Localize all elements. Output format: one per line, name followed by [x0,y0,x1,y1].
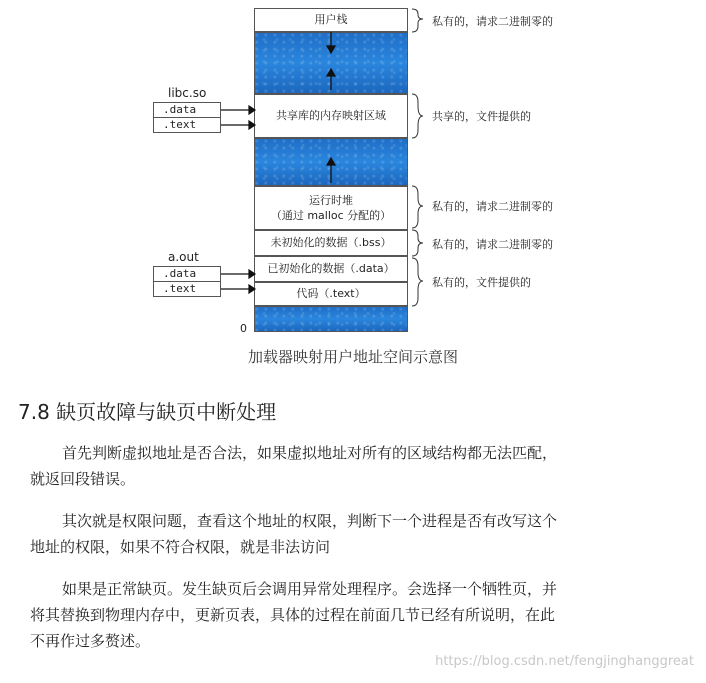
region-braces [410,6,432,308]
bss-brace-label: 私有的，请求二进制零的 [432,238,553,251]
aout-label: a.out [168,250,199,264]
heap-arrowhead [327,158,335,165]
paragraph-2-line-2: 地址的权限，如果不符合权限，就是非法访问 [30,538,331,556]
paragraph-3 [30,576,670,654]
shared-arrowhead [327,69,335,76]
bss-label: 未初始化的数据（.bss） [270,236,392,250]
text-label: 代码（.text） [296,287,366,301]
stack-brace [412,9,423,32]
paragraph-2-line-1: 其次就是权限问题，查看这个地址的权限，判断下一个进程是否有改写这个 [62,512,558,530]
paragraph-2 [30,508,670,560]
stack-brace-label: 私有的，请求二进制零的 [432,15,553,28]
paragraph-3-line-1: 如果是正常缺页。发生缺页后会调用异常处理程序。会选择一个牺牲页，并 [62,580,558,598]
paragraph-1-line-1: 首先判断虚拟地址是否合法，如果虚拟地址对所有的区域结构都无法匹配， [62,444,558,462]
region-arrows [254,8,410,338]
libc-data-box: .data [153,102,221,118]
libc-text-box: .text [153,117,221,133]
shared-brace-label: 共享的，文件提供的 [432,110,531,123]
figure-caption: 加载器映射用户地址空间示意图 [247,348,458,366]
code-brace-label: 私有的，文件提供的 [432,276,531,289]
shared-brace [412,94,423,138]
mapping-arrows [221,100,257,300]
user-stack-label: 用户栈 [314,13,348,27]
bss-brace [412,230,423,256]
aout-text-box: .text [153,281,221,297]
paragraph-3-line-2: 将其替换到物理内存中，更新页表，具体的过程在前面几节已经有所说明，在此 [30,606,556,624]
data-label: 已初始化的数据（.data） [267,262,395,276]
heap-brace-label: 私有的，请求二进制零的 [432,200,553,213]
aout-data-box: .data [153,266,221,282]
heap-label-line1: 运行时堆 [309,193,353,207]
libc-label: libc.so [168,86,207,100]
section-title: 7.8 缺页故障与缺页中断处理 [18,400,277,424]
stack-arrowhead [327,46,335,53]
heap-label-line2: （通过 malloc 分配的） [270,209,392,222]
address-zero-label: 0 [240,322,247,335]
paragraph-1-line-2: 就返回段错误。 [30,470,136,488]
paragraph-3-line-3: 不再作过多赘述。 [30,632,151,650]
shared-libs-label: 共享库的内存映射区域 [276,109,386,123]
paragraph-1 [30,440,670,492]
watermark-url: https://blog.csdn.net/fengjinghanggreat [435,654,694,669]
heap-brace [412,186,423,228]
code-brace [412,258,423,306]
